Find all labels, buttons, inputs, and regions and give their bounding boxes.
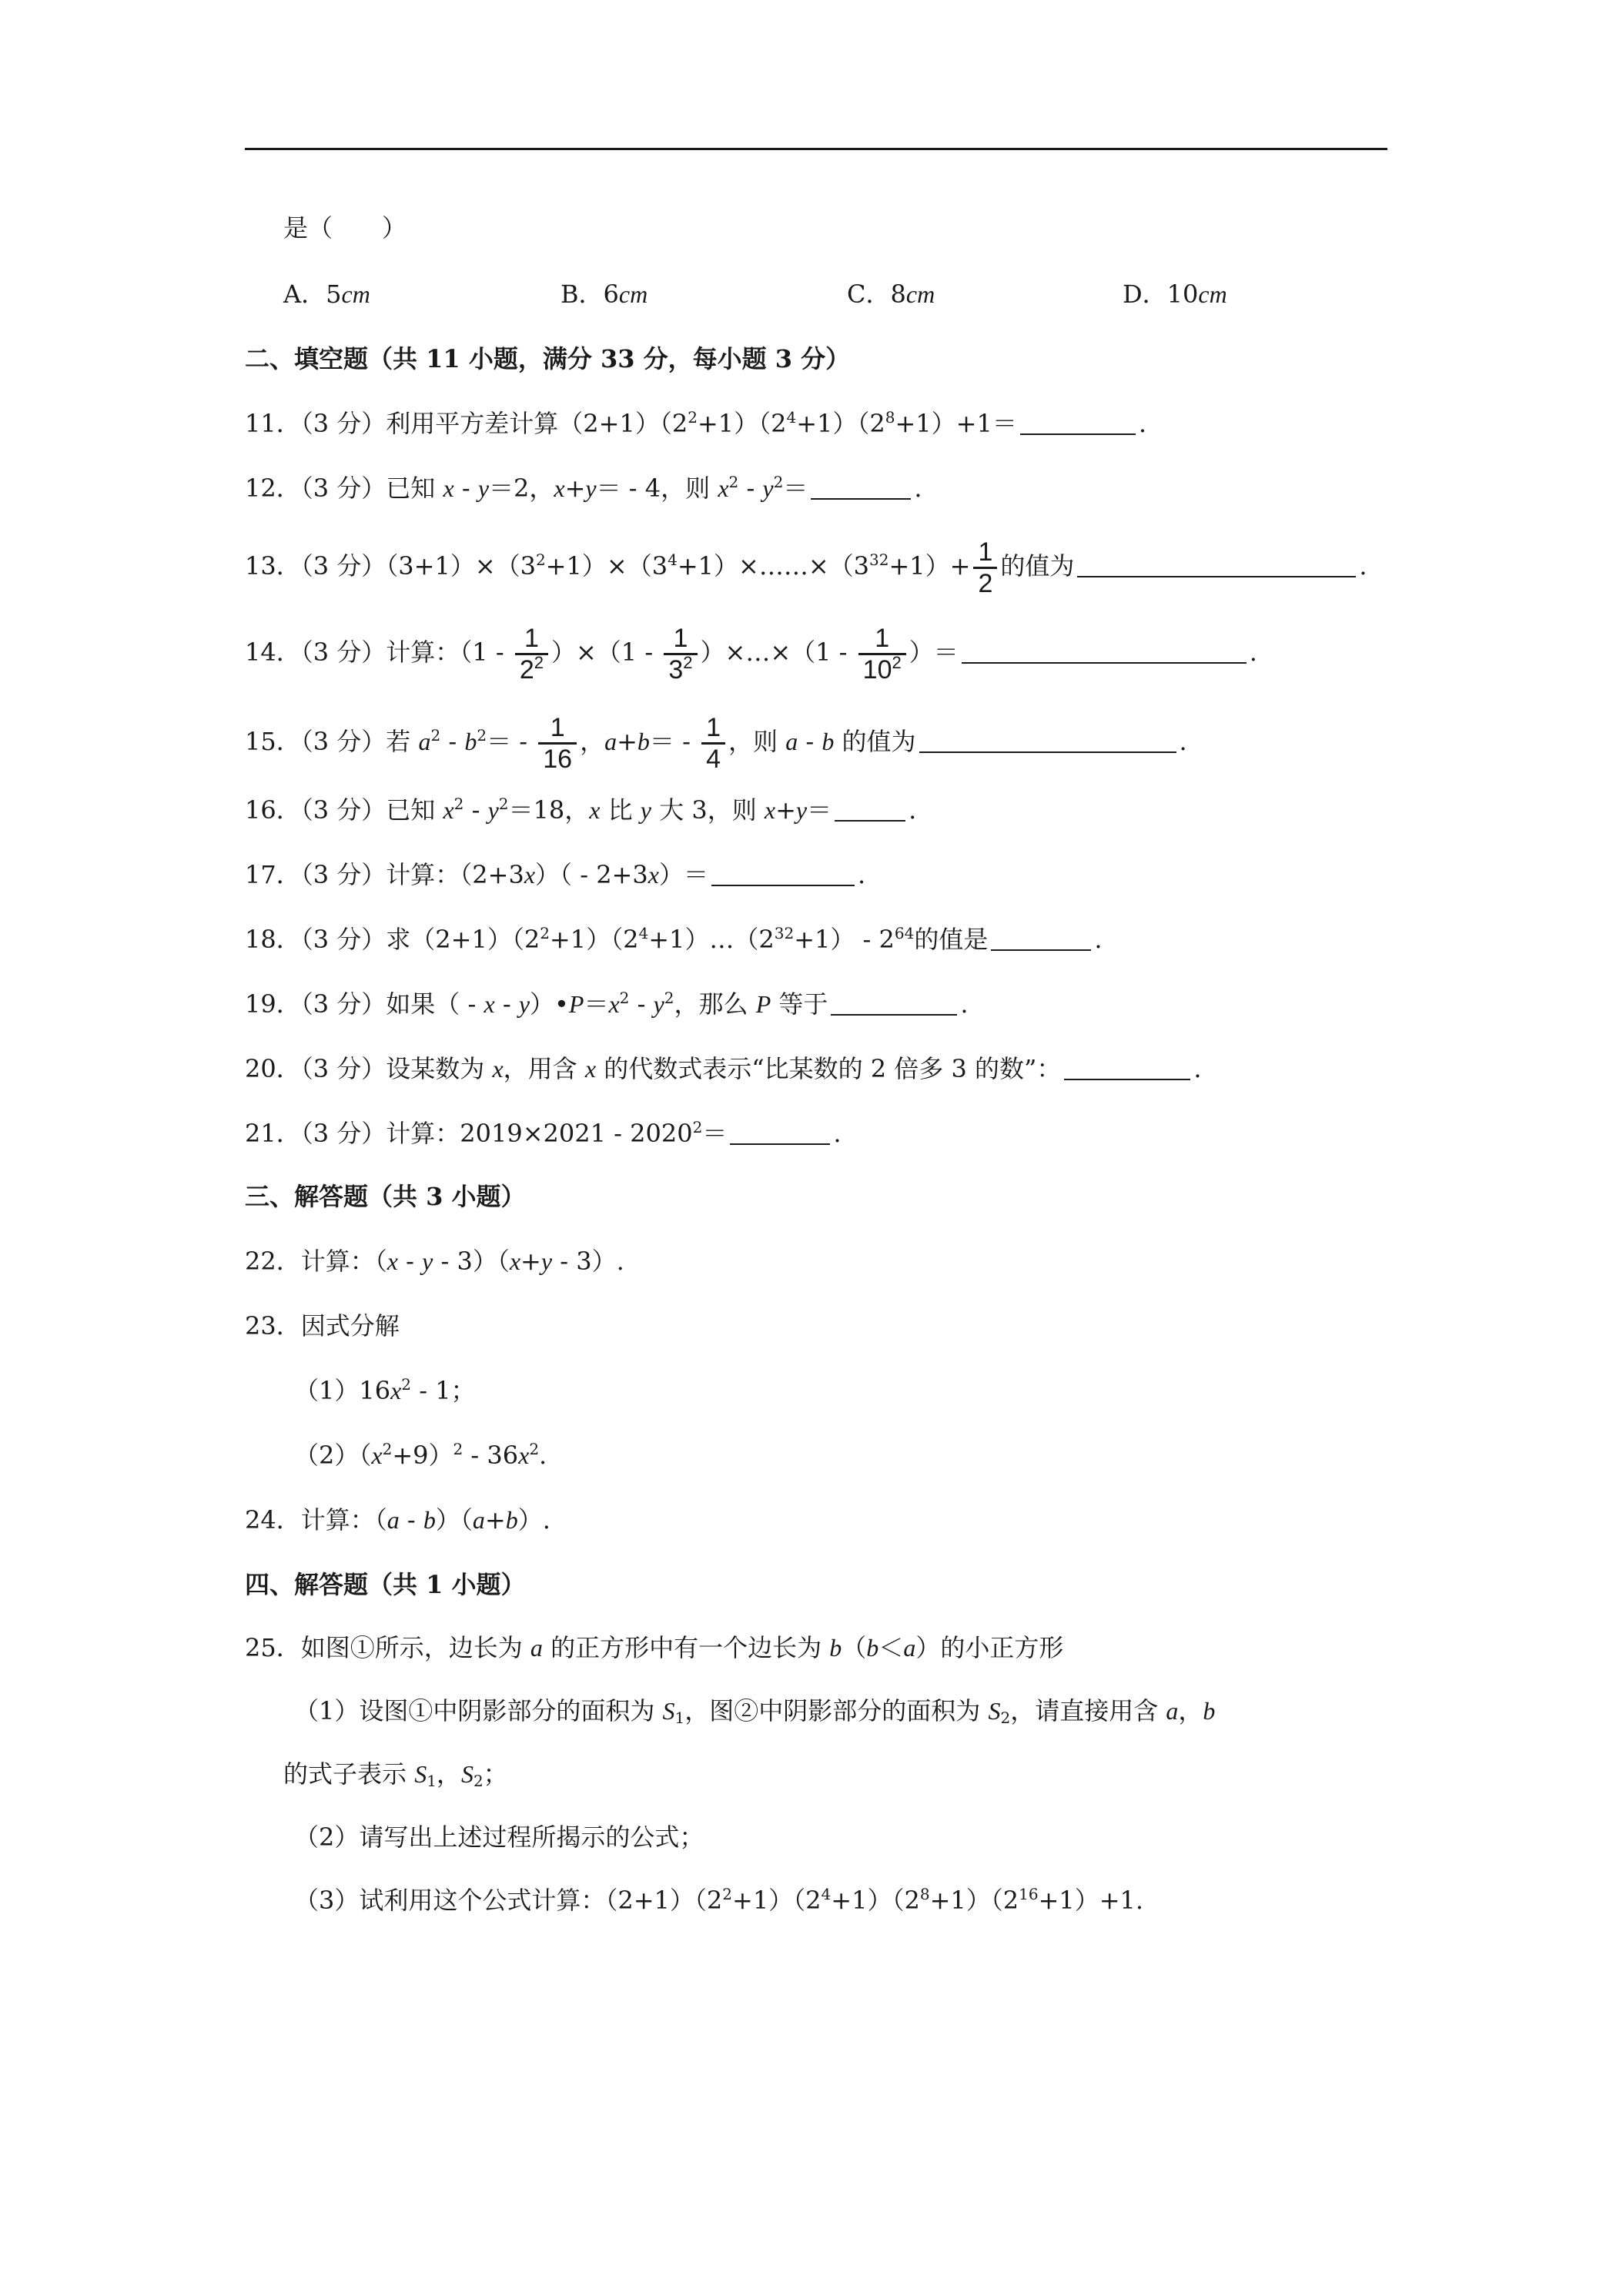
question-15: 15．（3 分）若 $a^2 - b^2=$ - $\frac{1}{16}$ ，a+b＝ - $\frac{1}{4}$ ，则 a - b 的值为 . (245, 713, 1187, 774)
option-d: D．10cm (1123, 279, 1227, 309)
question-25-part-2: （2）请写出上述过程所揭示的公式； (294, 1822, 704, 1852)
fraction-one-over-ten-squared: $\frac{1}{10^2}$ (858, 624, 906, 684)
q10-tail: 是（ ） (283, 213, 407, 243)
fraction-one-over-two-squared: $\frac{1}{2^2}$ (515, 624, 548, 684)
question-11: 11．（3 分）利用平方差计算$(2+1)(2^2+1)(2^4+1)(2^8+1)+1=$ . (245, 408, 1147, 438)
answer-blank[interactable] (1064, 1056, 1190, 1080)
question-25: 25．如图①所示，边长为 a 的正方形中有一个边长为 b（b＜a）的小正方形 (245, 1633, 1064, 1662)
question-23-part-1: $(1)16x^2 - 1$； (294, 1375, 476, 1405)
question-18: 18．（3 分）求$(2+1)(2^2+1)(2^4+1)\dots(2^{32}+1) - 2^{64}$的值是 . (245, 924, 1103, 954)
answer-blank[interactable] (1020, 410, 1136, 435)
option-c: C．8cm (847, 279, 935, 309)
fraction-one-half: $\frac{1}{2}$ (973, 537, 997, 598)
section-heading-fill-blank: 二、填空题（共 11 小题，满分 33 分，每小题 3 分） (245, 344, 851, 373)
question-14: 14．（3 分）计算：（1 - $\frac{1}{2^2}$ ）×（1 - $\frac{1}{3^2}$ ）×…×（1 - $\frac{1}{10^2}$ ）＝ . (245, 624, 1257, 684)
question-23: 23．因式分解 (245, 1311, 400, 1340)
option-a: A．5cm (283, 279, 370, 309)
answer-blank[interactable] (962, 639, 1247, 664)
fraction-one-quarter: $\frac{1}{4}$ (701, 713, 725, 774)
section-heading-solve-2: 四、解答题（共 1 小题） (245, 1570, 526, 1599)
answer-blank[interactable] (711, 862, 855, 886)
question-25-part-1: （1）设图①中阴影部分的面积为 $S_1$，图②中阴影部分的面积为 $S_2$，请直接用含 a，b (294, 1696, 1216, 1727)
answer-blank[interactable] (1077, 553, 1356, 577)
header-rule (245, 148, 1387, 150)
question-13: 13．（3 分）$(3+1)\times(3^2+1)\times(3^4+1)\times\dots\dots\times(3^{32}+1)+$ $\frac{1}{2}$ 的值为 . (245, 537, 1367, 598)
question-22: 22．计算：（x - y - 3）（x+y - 3）. (245, 1247, 624, 1276)
answer-blank[interactable] (811, 475, 911, 500)
question-19: 19．（3 分）如果（ - $x - y)•P=x^2 - y^2$，那么 P 等于 . (245, 989, 969, 1019)
question-24: 24．计算：（a - b）（a+b）. (245, 1505, 550, 1535)
answer-blank[interactable] (991, 926, 1091, 951)
fraction-one-over-three-squared: $\frac{1}{3^2}$ (664, 624, 697, 684)
answer-blank[interactable] (919, 728, 1176, 753)
question-12: 12．（3 分）已知 x - y＝2，x+y＝ - 4，则 $x^2 - y^2=$ . (245, 473, 922, 503)
section-heading-solve: 三、解答题（共 3 小题） (245, 1182, 526, 1211)
question-25-part-1-cont: 的式子表示 $S_1$，$S_2$； (283, 1759, 508, 1790)
question-21: 21．（3 分）计算：$2019\times 2021 - 2020^2=$ . (245, 1118, 842, 1148)
question-23-part-2: $(2)(x^2+9)^2 - 36x^2$. (294, 1440, 547, 1470)
question-20: 20．（3 分）设某数为 x，用含 x 的代数式表示“比某数的 2 倍多 3 的数”： . (245, 1054, 1202, 1083)
answer-blank[interactable] (730, 1120, 830, 1145)
fraction-one-sixteenth: $\frac{1}{16}$ (538, 713, 577, 774)
option-b: B．6cm (561, 279, 648, 309)
answer-blank[interactable] (835, 797, 905, 822)
answer-blank[interactable] (831, 991, 957, 1016)
question-25-part-3: （3）试利用这个公式计算：$(2+1)(2^2+1)(2^4+1)(2^8+1)(2^{16}+1)+1$. (294, 1885, 1144, 1915)
question-16: 16．（3 分）已知 $x^2 - y^2=18$，x 比 y 大 3，则 x+y＝ . (245, 795, 917, 825)
question-17: 17．（3 分）计算：（2+3x）（ - 2+3x）＝ . (245, 860, 866, 889)
